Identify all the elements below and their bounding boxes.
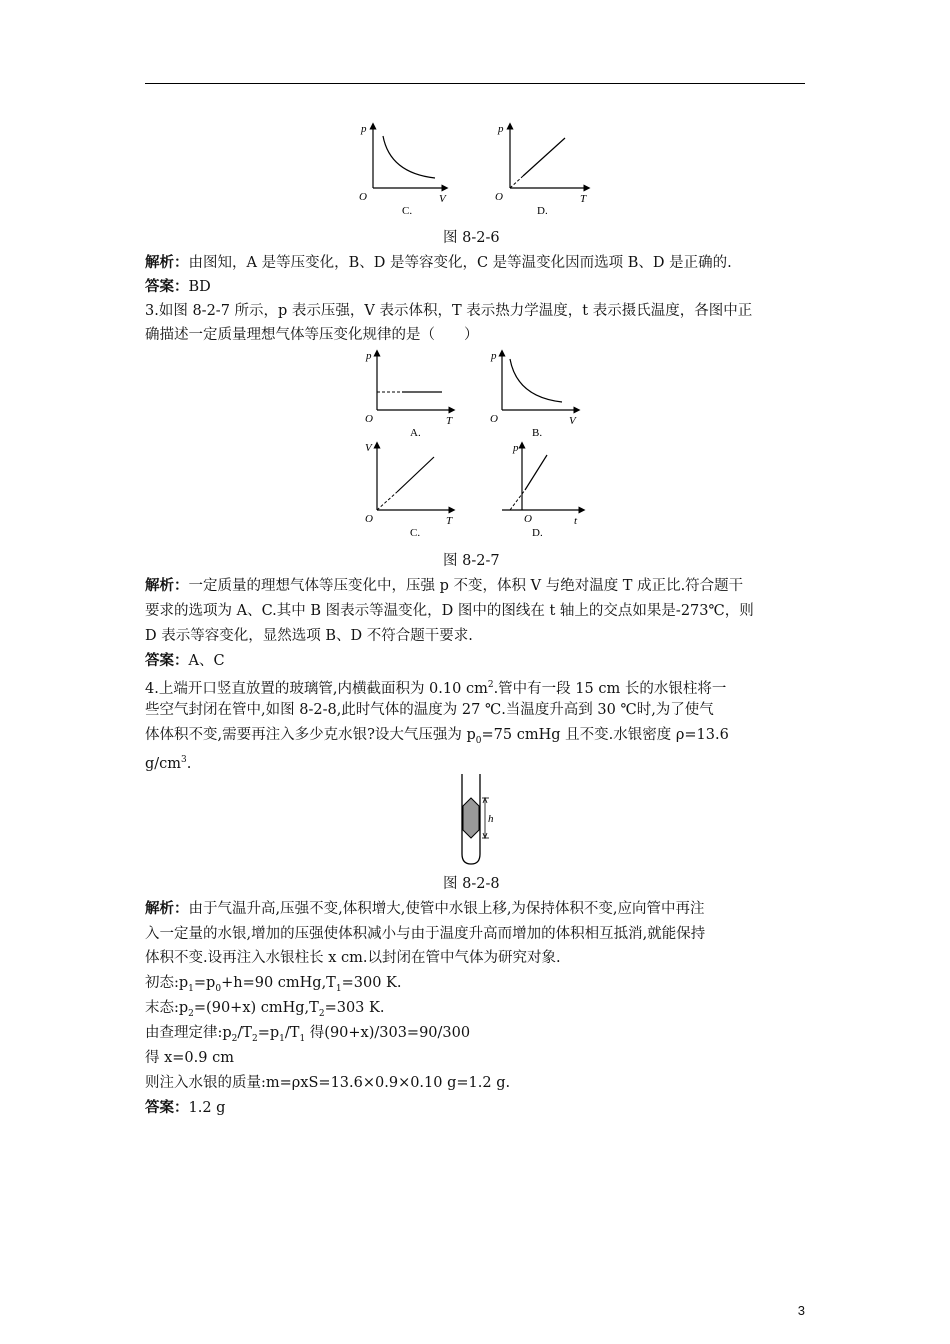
q3-analysis-line1: 解析：一定质量的理想气体等压变化中，压强 p 不变，体积 V 与绝对温度 T 成正比.符合题干 — [145, 578, 744, 594]
fig826-d-label: D. — [537, 205, 548, 217]
q4-charles-law: 由查理定律$:p_2/T_2=p_1/T_1$ 得(90+x)/303=90/300 — [145, 1025, 471, 1044]
q3-answer: 答案：A、C — [145, 653, 225, 669]
q3-analysis-line2: 要求的选项为 A、C.其中 B 图表示等温变化，D 图中的图线在 t 轴上的交点如果是-273℃，则 — [145, 603, 754, 619]
fig826-d-origin: O — [495, 191, 503, 203]
q4-mass: 则注入水银的质量:m=ρxS=13.6×0.9×0.10 g=1.2 g. — [145, 1075, 511, 1091]
fig826-c-origin: O — [359, 191, 367, 203]
fig827-c-origin: O — [365, 513, 373, 525]
fig827-b-label: B. — [532, 427, 543, 439]
figure-8-2-6 — [355, 118, 605, 218]
fig826-caption: 图 8-2-6 — [443, 230, 500, 246]
fig828-h-label: h — [488, 813, 494, 825]
q4-question-line3: 体体积不变,需要再注入多少克水银?设大气压强为 $p_0=75$ cmHg 且不变.水银密度 ρ=13.6 — [145, 727, 729, 746]
graph-d-line — [523, 138, 565, 176]
fig827-b-axis-x: V — [569, 415, 576, 427]
q4-answer: 答案：1.2 g — [145, 1100, 226, 1116]
figure-8-2-8 — [452, 772, 502, 868]
fig827-d-axis-y: p — [513, 442, 519, 454]
fig827-c-axis-x: T — [446, 515, 453, 527]
fig827-b-origin: O — [490, 413, 498, 425]
q2-answer: 答案：BD — [145, 279, 211, 295]
fig827-d-axis-x: t — [574, 515, 578, 527]
q2-analysis: 解析：由图知，A 是等压变化，B、D 是等容变化，C 是等温变化因而选项 B、D 是正确的. — [145, 255, 732, 271]
fig826-c-label: C. — [402, 205, 413, 217]
graph-c-curve — [383, 136, 435, 178]
fig827-c-label: C. — [410, 527, 421, 539]
page-number: 3 — [797, 1303, 805, 1318]
fig827-caption: 图 8-2-7 — [443, 553, 500, 569]
q4-question-line2: 些空气封闭在管中,如图 8-2-8,此时气体的温度为 27 ℃.当温度升高到 30 ℃时,为了使气 — [145, 702, 714, 718]
q4-initial-state: 初态$:p_1=p_0+h=90$ $cmHg,T_1=300$ K. — [145, 975, 402, 994]
q4-question-line4: $g/cm^3$. — [145, 755, 192, 772]
fig827-a-axis-y: p — [366, 350, 372, 362]
q4-final-state: 末态$:p_2=(90+x)$ $cmHg,T_2=303$ K. — [145, 1000, 385, 1019]
fig827-d-origin: O — [524, 513, 532, 525]
fig827-a-label: A. — [410, 427, 421, 439]
fig826-c-axis-x: V — [439, 193, 446, 205]
header-rule — [145, 83, 805, 84]
q3-question-line2: 确描述一定质量理想气体等压变化规律的是（ ） — [145, 327, 479, 343]
fig826-d-axis-p: p — [498, 123, 504, 135]
q4-analysis-line3: 体积不变.设再注入水银柱长 x cm.以封闭在管中气体为研究对象. — [145, 950, 561, 966]
fig827-c-axis-y: V — [365, 442, 372, 454]
q4-result-x: 得 x=0.9 cm — [145, 1050, 234, 1066]
q3-analysis-line3: D 表示等容变化，显然选项 B、D 不符合题干要求. — [145, 628, 473, 644]
fig826-c-axis-p: p — [361, 123, 367, 135]
mercury-column — [463, 798, 479, 838]
q4-question-line1: 4.上端开口竖直放置的玻璃管,内横截面积为 0.10 $cm^2$.管中有一段 15 cm 长的水银柱将一 — [145, 680, 727, 697]
fig827-a-origin: O — [365, 413, 373, 425]
fig827-d-label: D. — [532, 527, 543, 539]
fig827-b-axis-y: p — [491, 350, 497, 362]
q3-question-line1: 3.如图 8-2-7 所示，p 表示压强，V 表示体积，T 表示热力学温度，t 表示摄氏温度，各图中正 — [145, 303, 753, 319]
figure-8-2-7 — [362, 345, 602, 545]
fig826-d-axis-x: T — [580, 193, 587, 205]
fig827-a-axis-x: T — [446, 415, 453, 427]
q4-analysis-line2: 入一定量的水银,增加的压强使体积减小与由于温度升高而增加的体积相互抵消,就能保持 — [145, 926, 706, 942]
fig828-caption: 图 8-2-8 — [443, 876, 500, 892]
q4-analysis-line1: 解析：由于气温升高,压强不变,体积增大,使管中水银上移,为保持体积不变,应向管中再注 — [145, 901, 705, 917]
